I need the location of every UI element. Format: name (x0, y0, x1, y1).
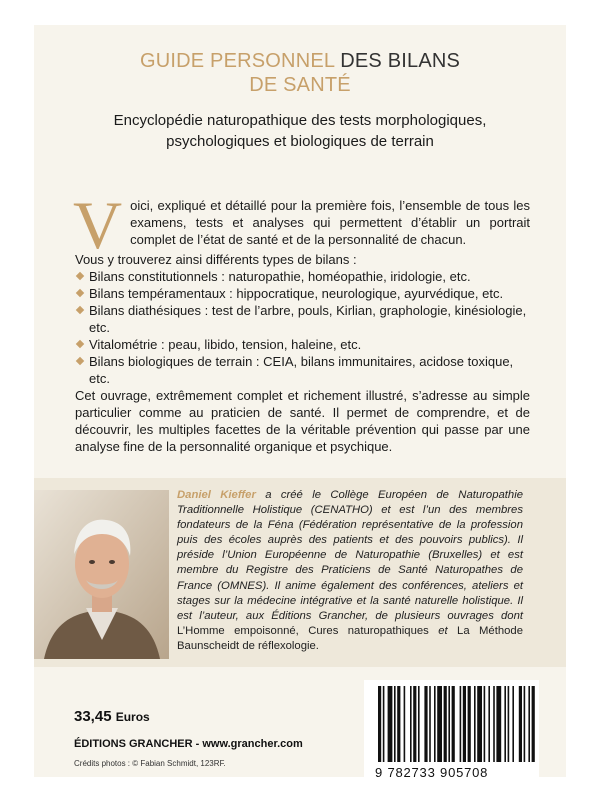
photo-credits: Crédits photos : © Fabian Schmidt, 123RF. (74, 759, 226, 768)
bilans-list (75, 268, 530, 387)
title-rest: DES BILANS (334, 50, 461, 72)
list-item: Vitalométrie : peau, libido, tension, haleine, etc. (75, 336, 530, 353)
isbn-number: 9 782733 905708 (375, 765, 489, 780)
bio-book-2: La Méthode Baunscheidt de réflexologie. (177, 624, 523, 652)
subtitle-line1: Encyclopédie naturopathique des tests morphologiques, (113, 112, 487, 129)
list-item: Bilans tempéramentaux : hippocratique, neurologique, ayurvédique, etc. (75, 285, 530, 302)
author-name: Daniel Kieffer (177, 489, 256, 501)
author-photo (34, 490, 169, 659)
author-bio (177, 488, 523, 654)
price-currency: Euros (115, 710, 150, 724)
bullets-lead: Vous y trouverez ainsi différents types de bilans : (75, 252, 357, 267)
diamond-bullet-icon (76, 357, 84, 365)
bio-and: et (428, 624, 458, 637)
price-amount: 33,45 (74, 708, 112, 725)
closing-paragraph: Cet ouvrage, extrêmement complet et richement illustré, s’adresse au simple particulier comme au praticien de santé. Il permet de comprendre, et de découvrir, les multiples facettes de la véritable prévention qui passe par une analyse fine de la personnalité organique et psychique. (75, 388, 530, 454)
price (74, 708, 150, 725)
bio-book-1: L’Homme empoisonné, Cures naturopathiques (177, 624, 429, 637)
intro-text: oici, expliqué et détaillé pour la première fois, l’ensemble de tous les examens, tests et analyses qui permettent d’établir un portrait complet de l’état de santé et de la personnalité de chacun. (130, 198, 530, 247)
list-item: Bilans biologiques de terrain : CEIA, bilans immunitaires, acidose toxique, etc. (75, 353, 530, 387)
diamond-bullet-icon (76, 306, 84, 314)
drop-cap: V (73, 187, 123, 263)
author-portrait-image (34, 490, 169, 659)
book-subtitle (34, 110, 566, 152)
diamond-bullet-icon (76, 289, 84, 297)
diamond-bullet-icon (76, 340, 84, 348)
summary-text (73, 187, 530, 455)
book-title (34, 49, 566, 97)
title-line2: DE SANTÉ (249, 74, 351, 96)
list-item: Bilans diathésiques : test de l’arbre, pouls, Kirlian, graphologie, kinésiologie, etc. (75, 302, 530, 336)
list-item: Bilans constitutionnels : naturopathie, homéopathie, iridologie, etc. (75, 268, 530, 285)
bio-text: a créé le Collège Européen de Naturopathie Traditionnelle Holistique (CENATHO) et est l’un des membres fondateurs de la Féna (Fédération représentative de la profession puis des écoles auprès des patients et des pouvoirs publics). Il préside l’Union Européenne de Naturopathie (Bruxelles) et est membre du Registre des Praticiens de Santé Naturopathes de France (OMNES). Il anime également des conférences, ateliers et stages sur la médecine intégrative et la santé naturelle holistique. Il est l’auteur, aux Éditions Grancher, de plusieurs ouvrages dont (177, 489, 523, 622)
title-accent: GUIDE PERSONNEL (139, 50, 335, 72)
barcode-bars (364, 680, 539, 765)
subtitle-line2: psychologiques et biologiques de terrain (166, 133, 434, 150)
diamond-bullet-icon (76, 272, 84, 280)
publisher-line: ÉDITIONS GRANCHER - www.grancher.com (74, 738, 303, 750)
